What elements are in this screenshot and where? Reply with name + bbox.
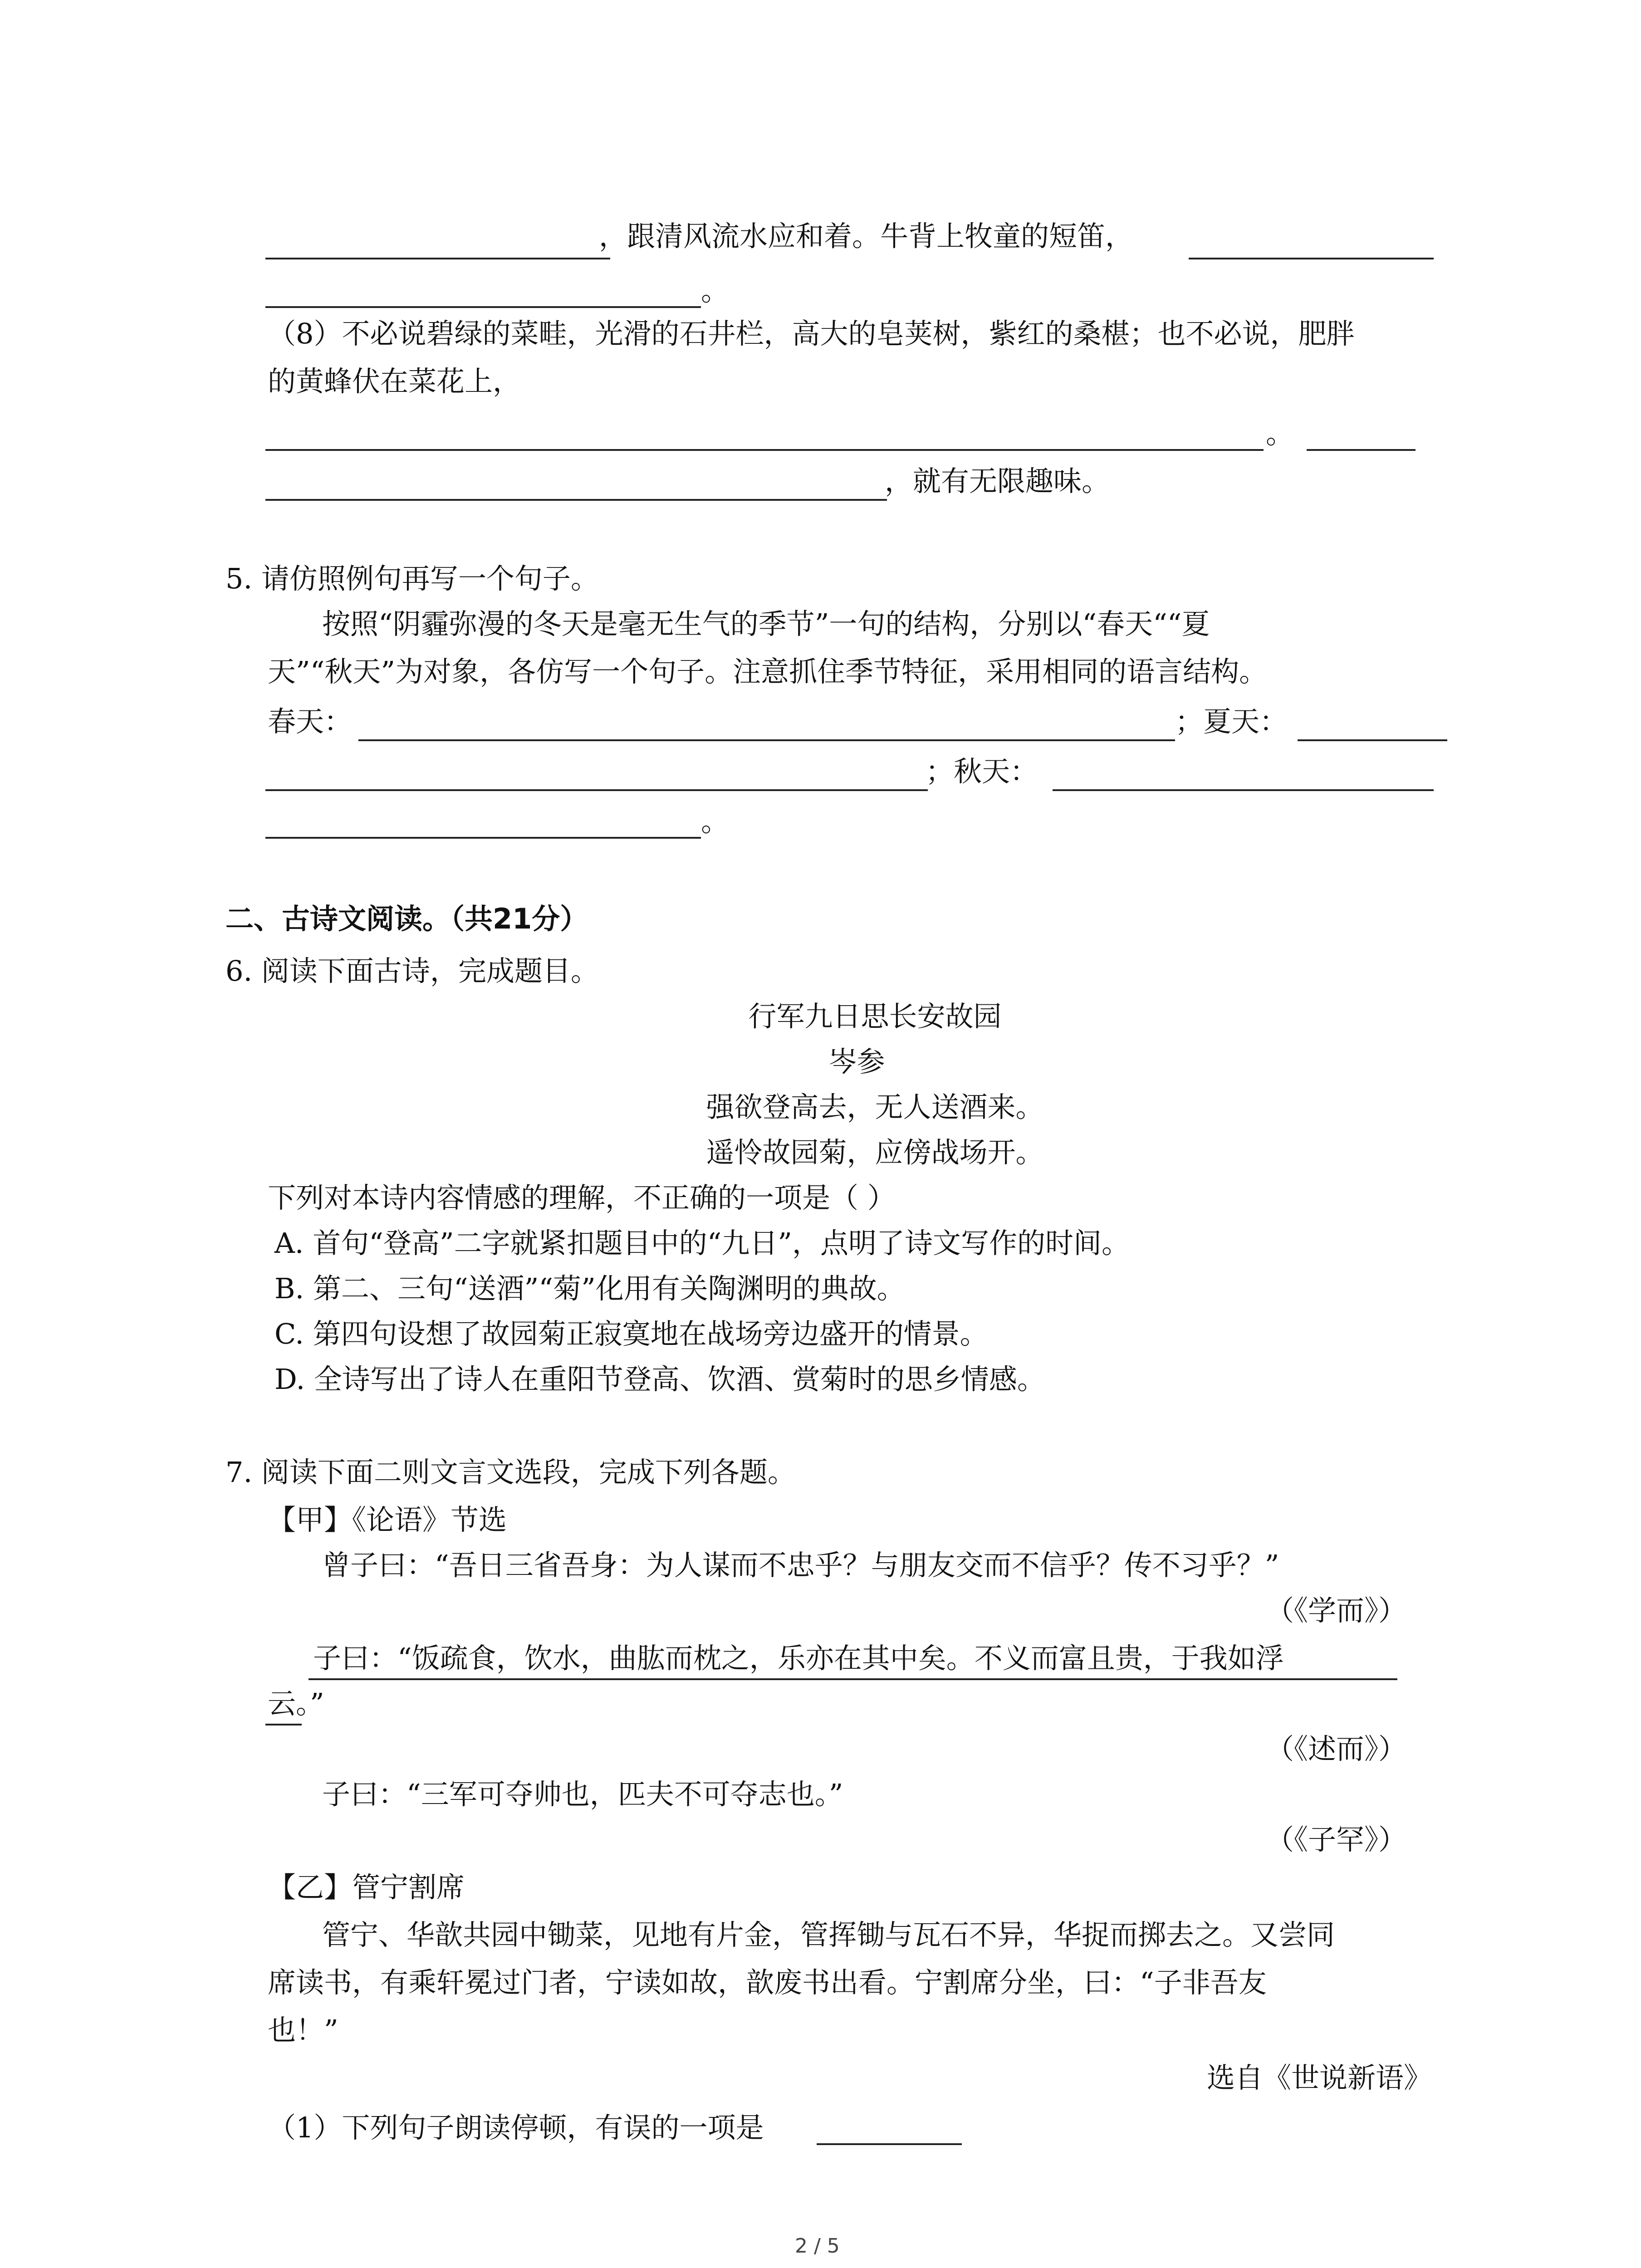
text-line: 。 xyxy=(1266,417,1294,450)
question-6-stem: 下列对本诗内容情感的理解，不正确的一项是（ ） xyxy=(268,1181,896,1214)
option-d[interactable]: D. 全诗写出了诗人在重阳节登高、饮酒、赏菊时的思乡情感。 xyxy=(274,1363,1045,1396)
poet-name: 岑参 xyxy=(828,1045,885,1078)
question-5-instruction: 按照“阴霾弥漫的冬天是毫无生气的季节”一句的结构，分别以“春天““夏 xyxy=(322,607,1210,640)
answer-blank[interactable] xyxy=(1307,449,1416,451)
passage-text: 席读书，有乘轩冕过门者，宁读如故，歆废书出看。宁割席分坐，曰：“子非吾友 xyxy=(268,1966,1267,1999)
passage-source: （《子罕》） xyxy=(1266,1823,1407,1856)
question-5-instruction: 天”“秋天”为对象，各仿写一个句子。注意抓住季节特征，采用相同的语言结构。 xyxy=(268,655,1268,688)
poem-line: 强欲登高去，无人送酒来。 xyxy=(706,1090,1044,1124)
spring-label: 春天： xyxy=(268,705,353,738)
spring-answer-blank[interactable] xyxy=(358,739,1175,741)
underlined-passage: 云。” xyxy=(268,1687,324,1720)
passage-text: 子曰：“三军可夺帅也，匹夫不可夺志也。” xyxy=(322,1778,843,1811)
question-6-title: 6. 阅读下面古诗，完成题目。 xyxy=(225,954,599,987)
text-line: ，跟清风流水应和着。牛背上牧童的短笛， xyxy=(599,220,1134,253)
question-8-line-1: （8）不必说碧绿的菜畦，光滑的石井栏，高大的皂荚树，紫红的桑椹；也不必说，肥胖 xyxy=(268,317,1355,350)
passage-source: （《述而》） xyxy=(1266,1732,1407,1765)
option-b[interactable]: B. 第二、三句“送酒”“菊”化用有关陶渊明的典故。 xyxy=(274,1272,905,1305)
answer-blank[interactable] xyxy=(265,306,701,308)
passage-source: 选自《世说新语》 xyxy=(1207,2061,1432,2094)
answer-blank[interactable] xyxy=(817,2143,962,2145)
question-5-title: 5. 请仿照例句再写一个句子。 xyxy=(225,562,599,595)
question-8-line-2: 的黄蜂伏在菜花上， xyxy=(268,365,521,398)
page-number: 2 / 5 xyxy=(795,2234,840,2258)
answer-blank[interactable] xyxy=(265,449,1264,451)
summer-answer-blank[interactable] xyxy=(265,789,928,791)
passage-source: （《学而》） xyxy=(1266,1594,1407,1627)
question-7-title: 7. 阅读下面二则文言文选段，完成下列各题。 xyxy=(225,1456,796,1489)
poem-title: 行军九日思长安故园 xyxy=(748,1000,1002,1033)
passage-yi-title: 【乙】管宁割席 xyxy=(268,1871,465,1904)
sub-question-1: （1）下列句子朗读停顿，有误的一项是 xyxy=(268,2111,764,2144)
passage-text: 也！” xyxy=(268,2014,338,2047)
text-line: 。 xyxy=(701,805,730,838)
passage-text: 曾子曰：“吾日三省吾身：为人谋而不忠乎？与朋友交而不信乎？传不习乎？” xyxy=(322,1549,1279,1582)
poem-line: 遥怜故园菊，应傍战场开。 xyxy=(706,1136,1044,1169)
summer-label: ；夏天： xyxy=(1175,705,1288,738)
passage-jia-title: 【甲】《论语》节选 xyxy=(268,1503,507,1536)
text-line: 。 xyxy=(701,274,730,307)
autumn-answer-blank[interactable] xyxy=(265,837,701,839)
summer-answer-blank[interactable] xyxy=(1298,739,1447,741)
autumn-label: ；秋天： xyxy=(926,755,1038,788)
passage-underline xyxy=(265,1724,302,1725)
answer-blank[interactable] xyxy=(265,258,610,259)
answer-blank[interactable] xyxy=(1189,258,1434,259)
option-a[interactable]: A. 首句“登高”二字就紧扣题目中的“九日”，点明了诗文写作的时间。 xyxy=(274,1227,1130,1260)
answer-blank[interactable] xyxy=(265,499,887,501)
option-c[interactable]: C. 第四句设想了故园菊正寂寞地在战场旁边盛开的情景。 xyxy=(274,1317,988,1350)
section-heading: 二、古诗文阅读。（共21分） xyxy=(225,902,588,935)
passage-underline xyxy=(309,1678,1397,1680)
passage-text: 管宁、华歆共园中锄菜，见地有片金，管挥锄与瓦石不异，华捉而掷去之。又尝同 xyxy=(322,1918,1335,1951)
underlined-passage: 子曰：“饭疏食，饮水，曲肱而枕之，乐亦在其中矣。不义而富且贵，于我如浮 xyxy=(313,1642,1284,1675)
text-line: ，就有无限趣味。 xyxy=(885,464,1110,498)
autumn-answer-blank[interactable] xyxy=(1053,789,1434,791)
